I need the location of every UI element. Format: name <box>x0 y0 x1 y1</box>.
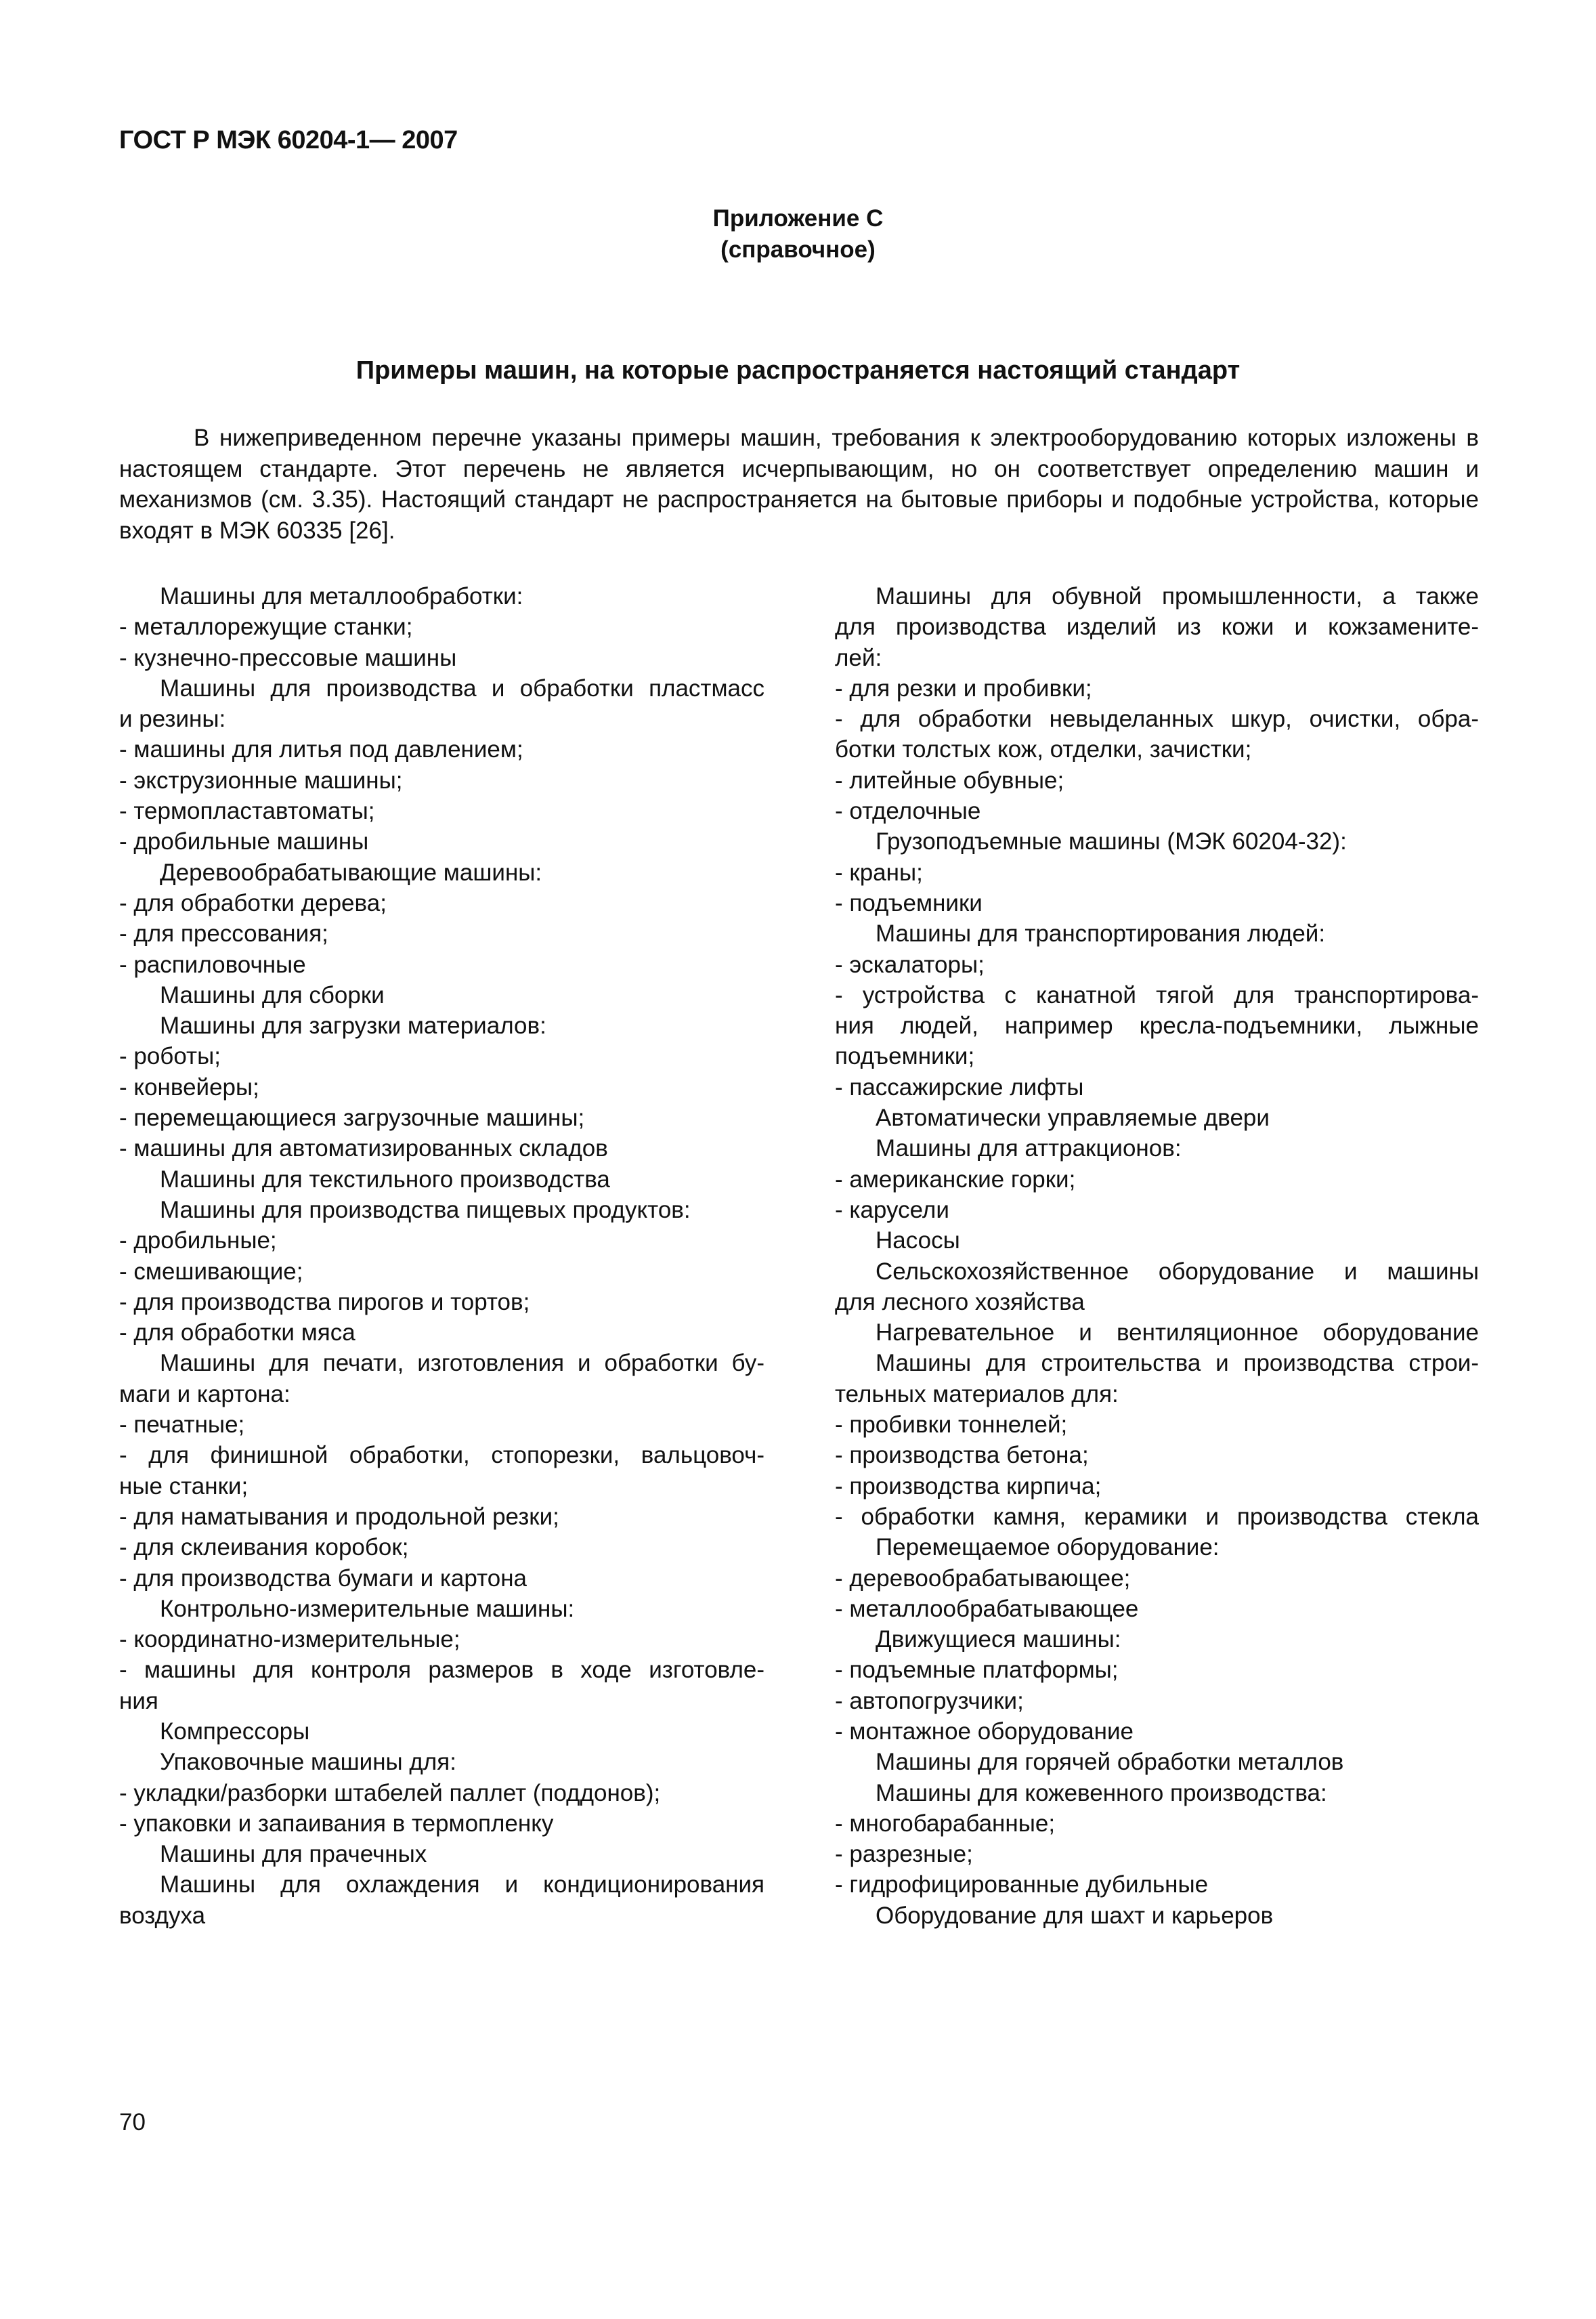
annex-title: Примеры машин, на которые распространяется настоящий стандарт <box>355 356 1241 385</box>
list-item: - карусели <box>835 1196 949 1223</box>
list-item: - отделочные <box>835 798 981 825</box>
list-item: и резины: <box>119 706 226 733</box>
list-item: - для резки и пробивки; <box>835 675 1092 702</box>
category-heading: Деревообрабатывающие машины: <box>160 859 542 886</box>
category-heading: Машины для текстильного производства <box>160 1166 610 1193</box>
annex-label: Приложение С <box>712 205 884 232</box>
list-item: лей: <box>835 644 882 671</box>
category-heading: Машины для производства пищевых продуктов: <box>160 1196 691 1223</box>
annex-status: (справочное) <box>720 236 876 263</box>
list-item: - гидрофицированные дубильные <box>835 1871 1209 1898</box>
list-item: - термопластавтоматы; <box>119 798 375 825</box>
list-item: - упаковки и запаивания в термопленку <box>119 1810 554 1837</box>
document-code: ГОСТ Р МЭК 60204-1— 2007 <box>119 126 458 154</box>
list-item: - укладки/разборки штабелей паллет (поддонов); <box>119 1779 661 1806</box>
category-heading: Машины для транспортирования людей: <box>876 920 1326 948</box>
list-item: - для производства пирогов и тортов; <box>119 1288 530 1315</box>
left-column <box>119 581 764 1931</box>
list-item: - для финишной обработки, стопорезки, вальцовоч- <box>119 1442 764 1469</box>
list-item: - автопогрузчики; <box>835 1687 1024 1714</box>
list-item: - эскалаторы; <box>835 951 985 978</box>
category-heading: Движущиеся машины: <box>876 1626 1121 1653</box>
list-item: - для обработки невыделанных шкур, очистки, обра- <box>835 706 1479 733</box>
list-item: - производства бетона; <box>835 1442 1089 1469</box>
list-item: - производства кирпича; <box>835 1472 1102 1499</box>
list-item: - смешивающие; <box>119 1258 303 1285</box>
list-item: - многобарабанные; <box>835 1810 1056 1837</box>
category-heading: Упаковочные машины для: <box>160 1749 456 1776</box>
list-item: - для прессования; <box>119 920 328 948</box>
category-heading: Машины для охлаждения и кондиционирования <box>160 1871 764 1898</box>
category-heading: Автоматически управляемые двери <box>876 1105 1270 1132</box>
list-item: - американские горки; <box>835 1166 1076 1193</box>
list-item: - пробивки тоннелей; <box>835 1411 1068 1439</box>
list-item: - деревообрабатывающее; <box>835 1565 1131 1592</box>
list-item: воздуха <box>119 1902 206 1929</box>
list-item: ботки толстых кож, отделки, зачистки; <box>835 736 1252 763</box>
list-item: - кузнечно-прессовые машины <box>119 644 457 671</box>
list-item: ния людей, например кресла-подъемники, лыжные <box>835 1013 1479 1040</box>
list-item: ния <box>119 1687 158 1714</box>
intro-paragraph: В нижеприведенном перечне указаны примеры машин, требования к электрооборудованию которых изложены в настоящем стандарте. Этот перечень не является исчерпывающим, но он соответствует определению машин и механизмов (см. 3.35). Настоящий стандарт не распространяется на бытовые приборы и подобные устройства, которые входят в МЭК 60335 [26]. <box>119 425 1479 544</box>
list-item: ные станки; <box>119 1472 249 1499</box>
list-item: - печатные; <box>119 1411 245 1439</box>
list-item: тельных материалов для: <box>835 1380 1119 1407</box>
category-heading: Машины для аттракционов: <box>876 1135 1182 1162</box>
category-heading: Перемещаемое оборудование: <box>876 1534 1220 1561</box>
list-item: - для обработки мяса <box>119 1319 355 1346</box>
category-heading: Нагревательное и вентиляционное оборудование <box>876 1319 1479 1346</box>
list-item: - машины для контроля размеров в ходе изготовле- <box>119 1657 764 1684</box>
list-item: - дробильные; <box>119 1227 277 1254</box>
list-item: - разрезные; <box>835 1841 973 1868</box>
category-heading: Машины для кожевенного производства: <box>876 1779 1327 1806</box>
list-item: - подъемные платформы; <box>835 1657 1119 1684</box>
list-item: - подъемники <box>835 889 983 916</box>
category-heading: Машины для сборки <box>160 981 385 1008</box>
list-item: - для обработки дерева; <box>119 889 387 916</box>
category-heading: Машины для горячей обработки металлов <box>876 1749 1344 1776</box>
annex-heading <box>0 203 1596 265</box>
list-item: - металлообрабатывающее <box>835 1595 1139 1622</box>
list-item: подъемники; <box>835 1043 975 1070</box>
list-item: - пассажирские лифты <box>835 1073 1084 1101</box>
list-item: - металлорежущие станки; <box>119 614 413 641</box>
list-item: - устройства с канатной тягой для транспортирова- <box>835 981 1479 1008</box>
list-item: - краны; <box>835 859 923 886</box>
list-item: - координатно-измерительные; <box>119 1626 460 1653</box>
category-heading: Машины для металлообработки: <box>160 583 523 610</box>
category-heading: Машины для загрузки материалов: <box>160 1013 546 1040</box>
list-item: - роботы; <box>119 1043 221 1070</box>
category-heading: Машины для обувной промышленности, а также <box>876 583 1479 610</box>
category-heading: Машины для строительства и производства строи- <box>876 1350 1479 1377</box>
list-item: для производства изделий из кожи и кожзамените- <box>835 614 1479 641</box>
list-item: маги и картона: <box>119 1380 290 1407</box>
list-item: - машины для автоматизированных складов <box>119 1135 608 1162</box>
list-item: - монтажное оборудование <box>835 1718 1134 1745</box>
list-item: - конвейеры; <box>119 1073 259 1101</box>
list-item: - дробильные машины <box>119 828 369 855</box>
category-heading: Контрольно-измерительные машины: <box>160 1595 575 1622</box>
list-item: - для производства бумаги и картона <box>119 1565 527 1592</box>
category-heading: Машины для прачечных <box>160 1841 427 1868</box>
list-item: для лесного хозяйства <box>835 1288 1085 1315</box>
list-item: - экструзионные машины; <box>119 767 403 794</box>
category-heading: Грузоподъемные машины (МЭК 60204-32): <box>876 828 1347 855</box>
list-item: - для склеивания коробок; <box>119 1534 409 1561</box>
category-heading: Сельскохозяйственное оборудование и машины <box>876 1258 1479 1285</box>
right-column <box>835 581 1479 1931</box>
category-heading: Оборудование для шахт и карьеров <box>876 1902 1274 1929</box>
category-heading: Компрессоры <box>160 1718 310 1745</box>
list-item: - для наматывания и продольной резки; <box>119 1503 559 1530</box>
list-item: - распиловочные <box>119 951 306 978</box>
page-number: 70 <box>119 2109 146 2135</box>
list-item: - машины для литья под давлением; <box>119 736 523 763</box>
list-item: - перемещающиеся загрузочные машины; <box>119 1105 585 1132</box>
category-heading: Машины для производства и обработки пластмасс <box>160 675 764 702</box>
list-item: - обработки камня, керамики и производства стекла <box>835 1503 1479 1530</box>
category-heading: Машины для печати, изготовления и обработки бу- <box>160 1350 764 1377</box>
category-heading: Насосы <box>876 1227 960 1254</box>
list-item: - литейные обувные; <box>835 767 1064 794</box>
